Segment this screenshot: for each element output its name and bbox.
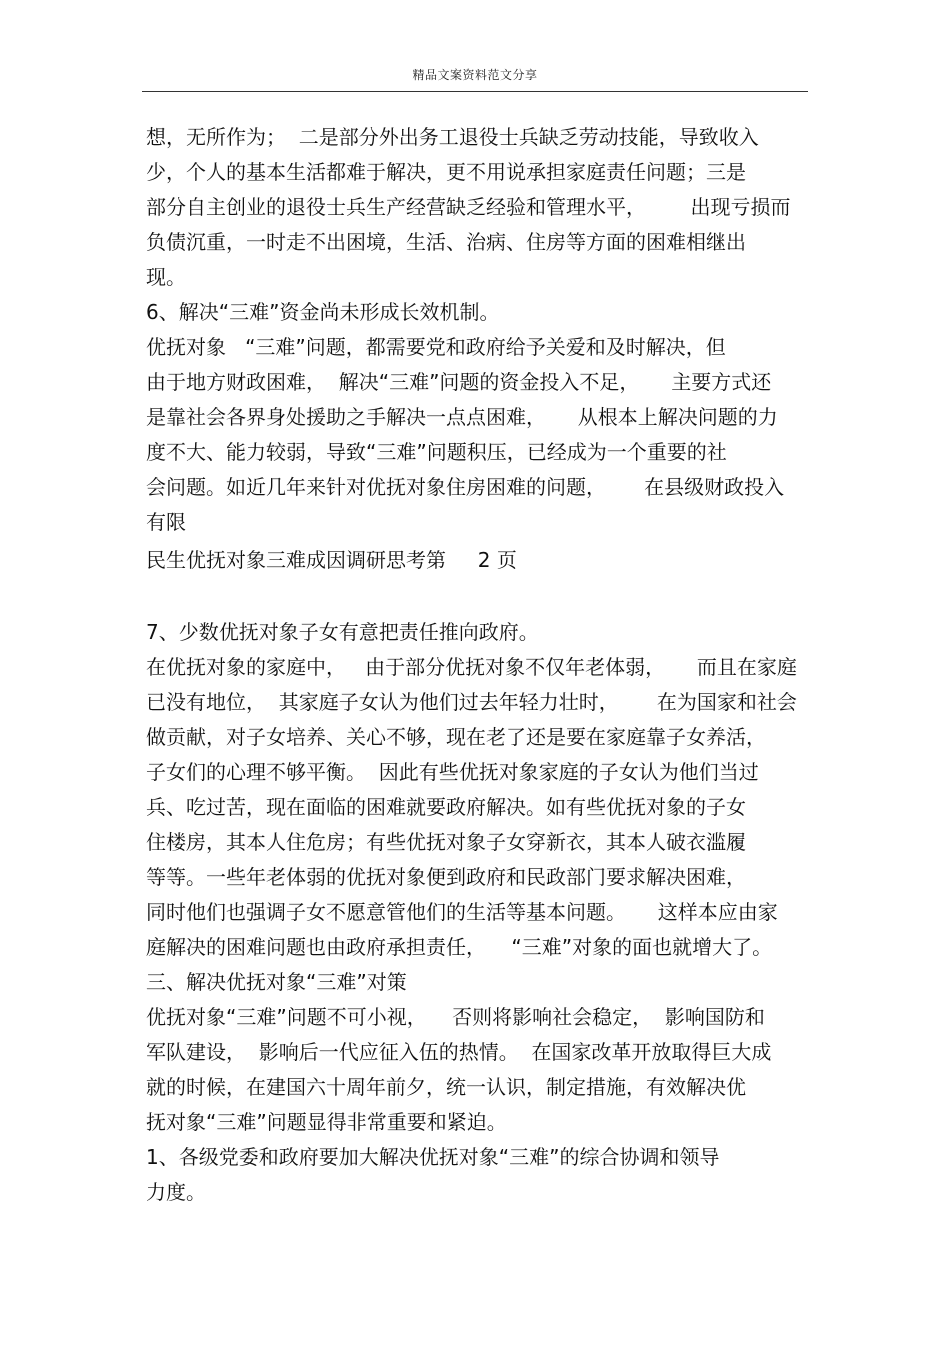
text-line: 住楼房，其本人住危房；有些优抚对象子女穿新衣，其本人破衣滥履 bbox=[146, 830, 746, 854]
section-heading: 6、解决“三难”资金尚未形成长效机制。 bbox=[146, 300, 500, 324]
text-line: 在优抚对象的家庭中， 由于部分优抚对象不仅年老体弱， 而且在家庭 bbox=[146, 655, 797, 679]
text-line: 会问题。如近几年来针对优抚对象住房困难的问题， 在县级财政投入 bbox=[146, 475, 785, 499]
text-line: 少，个人的基本生活都难于解决，更不用说承担家庭责任问题；三是 bbox=[146, 160, 746, 184]
text-line: 子女们的心理不够平衡。 因此有些优抚对象家庭的子女认为他们当过 bbox=[146, 760, 759, 784]
text-line: 优抚对象“三难”问题不可小视， 否则将影响社会稳定， 影响国防和 bbox=[146, 1005, 765, 1029]
text-line: 力度。 bbox=[146, 1180, 206, 1204]
text-line: 有限 bbox=[146, 510, 186, 534]
text-line: 由于地方财政困难， 解决“三难”问题的资金投入不足， 主要方式还 bbox=[146, 370, 772, 394]
section-heading: 1、各级党委和政府要加大解决优抚对象“三难”的综合协调和领导 bbox=[146, 1145, 720, 1169]
text-line: 度不大、能力较弱，导致“三难”问题积压，已经成为一个重要的社 bbox=[146, 440, 727, 464]
text-line: 优抚对象 “三难”问题，都需要党和政府给予关爱和及时解决，但 bbox=[146, 335, 726, 359]
text-line: 部分自主创业的退役士兵生产经营缺乏经验和管理水平， 出现亏损而 bbox=[146, 195, 791, 219]
text-line: 庭解决的困难问题也由政府承担责任， “三难”对象的面也就增大了。 bbox=[146, 935, 773, 959]
section-heading: 三、解决优抚对象“三难”对策 bbox=[146, 970, 407, 994]
text-line: 等等。一些年老体弱的优抚对象便到政府和民政部门要求解决困难， bbox=[146, 865, 746, 889]
text-line: 做贡献，对子女培养、关心不够，现在老了还是要在家庭靠子女养活， bbox=[146, 725, 766, 749]
text-line: 现。 bbox=[146, 265, 186, 289]
text-line: 负债沉重，一时走不出困境，生活、治病、住房等方面的困难相继出 bbox=[146, 230, 746, 254]
text-line: 已没有地位， 其家庭子女认为他们过去年轻力壮时， 在为国家和社会 bbox=[146, 690, 797, 714]
page-footer-label: 民生优抚对象三难成因调研思考第 2 页 bbox=[146, 548, 517, 572]
text-line: 想，无所作为； 二是部分外出务工退役士兵缺乏劳动技能，导致收入 bbox=[146, 125, 759, 149]
section-heading: 7、少数优抚对象子女有意把责任推向政府。 bbox=[146, 620, 539, 644]
text-line: 抚对象“三难”问题显得非常重要和紧迫。 bbox=[146, 1110, 507, 1134]
header-divider bbox=[142, 91, 808, 92]
page-header-title: 精品文案资料范文分享 bbox=[412, 68, 538, 82]
text-line: 是靠社会各界身处援助之手解决一点点困难， 从根本上解决问题的力 bbox=[146, 405, 778, 429]
text-line: 兵、吃过苦，现在面临的困难就要政府解决。如有些优抚对象的子女 bbox=[146, 795, 746, 819]
text-line: 军队建设， 影响后一代应征入伍的热情。 在国家改革开放取得巨大成 bbox=[146, 1040, 772, 1064]
text-line: 同时他们也强调子女不愿意管他们的生活等基本问题。 这样本应由家 bbox=[146, 900, 778, 924]
text-line: 就的时候，在建国六十周年前夕，统一认识，制定措施，有效解决优 bbox=[146, 1075, 746, 1099]
